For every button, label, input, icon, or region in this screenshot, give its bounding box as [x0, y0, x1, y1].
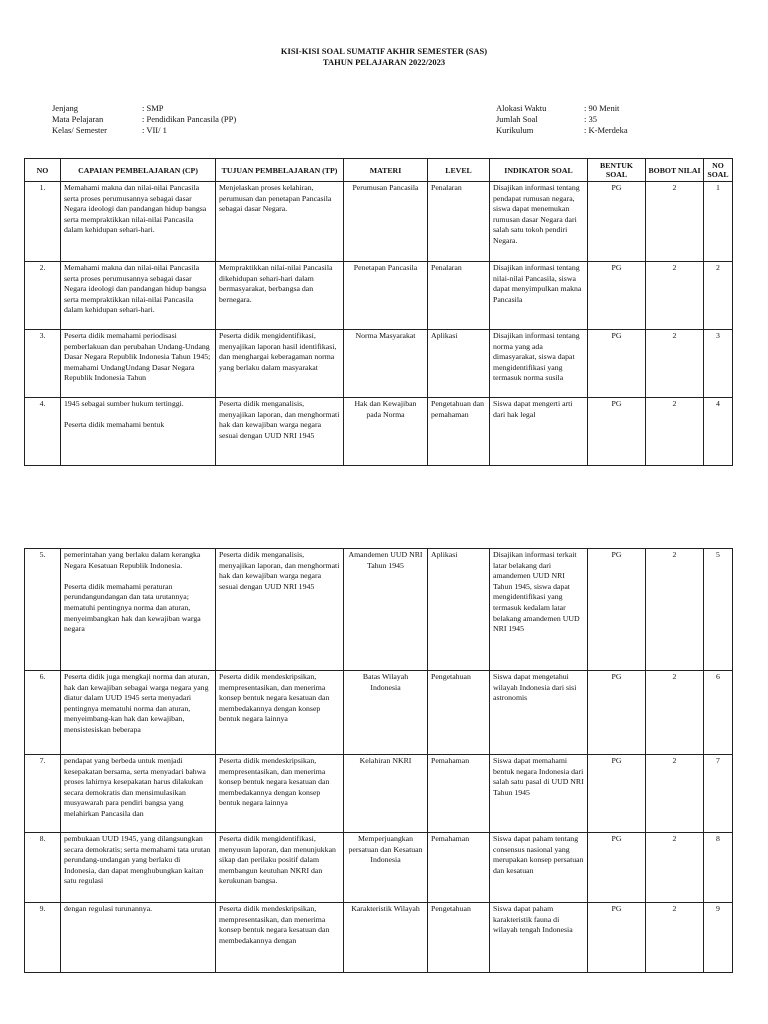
row-number-text: 4. [39, 399, 46, 408]
bobot-nilai-cell-text: 2 [672, 183, 677, 192]
row-number-text: 5. [39, 550, 46, 559]
no-soal-cell-text: 7 [716, 756, 720, 765]
bobot-nilai-cell-text: 2 [672, 672, 677, 681]
level-cell-text: Penalaran [431, 263, 462, 272]
indikator-soal-cell [490, 398, 588, 466]
capaian-pembelajaran-cell-text: pembukaan UUD 1945, yang dilangsungkan secara demokratis; serta memahami tata urutan perundang-undangan yang berlaku di Indonesia, dan dapat menghubungkan kaitan satu regulasi [64, 834, 211, 886]
header-cp: CAPAIAN PEMBELAJARAN (CP) [61, 159, 216, 182]
bobot-nilai-cell [646, 182, 704, 262]
row-number [25, 549, 61, 671]
table-row [25, 182, 733, 262]
tujuan-pembelajaran-cell-text: Menjelaskan proses kelahiran, perumusan dan penetapan Pancasila sebagai dasar Negara. [219, 183, 332, 214]
tujuan-pembelajaran-cell-text: Peserta didik mengidentifikasi, menyusun laporan, dan menunjukkan sikap dan perilaku positif dalam membangun keutuhan NKRI dan kerukunan bangsa. [219, 834, 336, 886]
indikator-soal-cell [490, 330, 588, 398]
no-soal-cell-text: 4 [716, 399, 720, 408]
capaian-pembelajaran-cell-text: pemerintahan yang berlaku dalam kerangka Negara Kesatuan Republik Indonesia. Peserta didik memahami peraturan perundangundangan dan tata urutannya; mematuhi pentingnya norma dan aturan, menyeimbangkan hak dan kewajiban warga negara [64, 550, 201, 634]
table-row [25, 398, 733, 466]
indikator-soal-cell-text: Disajikan informasi tentang norma yang ada dimasyarakat, siswa dapat mengidentifikasi yang termasuk norma susila [493, 331, 580, 383]
bobot-nilai-cell [646, 755, 704, 833]
capaian-pembelajaran-cell-text: Peserta didik memahami periodisasi pemberlakuan dan perubahan Undang-Undang Dasar Negara Republik Indonesia Tahun 1945; memahami UndangUndang Dasar Negara Republik Indonesia Tahun [64, 331, 211, 383]
header-tp: TUJUAN PEMBELAJARAN (TP) [216, 159, 344, 182]
header-bobot: BOBOT NILAI [646, 159, 704, 182]
no-soal-cell [704, 671, 733, 755]
indikator-soal-cell-text: Siswa dapat paham tentang consensus nasional yang merupakan konsep persatuan dan kesatuan [493, 834, 584, 875]
level-cell-text: Pemahaman [431, 756, 470, 765]
bobot-nilai-cell-text: 2 [672, 904, 677, 913]
bentuk-soal-cell [588, 182, 646, 262]
bobot-nilai-cell [646, 671, 704, 755]
bobot-nilai-cell [646, 833, 704, 903]
row-number-text: 6. [39, 672, 46, 681]
bentuk-soal-cell-text: PG [611, 672, 622, 681]
doc-title: KISI-KISI SOAL SUMATIF AKHIR SEMESTER (SAS) [280, 46, 488, 56]
row-number [25, 262, 61, 330]
meta-value: : VII/ 1 [142, 125, 167, 135]
row-number [25, 755, 61, 833]
tujuan-pembelajaran-cell [216, 330, 344, 398]
no-soal-cell [704, 262, 733, 330]
materi-cell-text: Norma Masyarakat [355, 331, 416, 340]
meta-value: : 90 Menit [584, 103, 620, 113]
meta-label: Mata Pelajaran [52, 114, 104, 124]
tujuan-pembelajaran-cell [216, 903, 344, 973]
materi-cell [344, 330, 428, 398]
no-soal-cell-text: 9 [716, 904, 720, 913]
materi-cell-text: Kelahiran NKRI [359, 756, 412, 765]
tujuan-pembelajaran-cell-text: Peserta didik mendeskripsikan, mempresentasikan, dan menerima konsep bentuk negara kesatuan dan membedakannya dengan konsep bentuk negara lainnya [219, 756, 330, 808]
no-soal-cell [704, 755, 733, 833]
materi-cell [344, 182, 428, 262]
no-soal-cell-text: 6 [716, 672, 720, 681]
meta-right [496, 103, 628, 136]
bentuk-soal-cell [588, 330, 646, 398]
tujuan-pembelajaran-cell-text: Peserta didik menganalisis, menyajikan laporan, dan menghormati hak dan kewajiban warga negara sesuai dengan UUD NRI 1945 [219, 550, 340, 591]
bentuk-soal-cell [588, 398, 646, 466]
indikator-soal-cell-text: Siswa dapat mengetahui wilayah Indonesia dari sisi astronomis [493, 672, 577, 703]
no-soal-cell [704, 182, 733, 262]
kisi-kisi-table-page-2 [24, 548, 733, 973]
indikator-soal-cell-text: Siswa dapat memahami bentuk negara Indonesia dari salah satu pasal di UUD NRI Tahun 1945 [493, 756, 584, 797]
indikator-soal-cell [490, 671, 588, 755]
indikator-soal-cell-text: Disajikan informasi tentang nilai-nilai Pancasila, siswa dapat menyimpulkan makna Pancasila [493, 263, 582, 304]
bentuk-soal-cell [588, 903, 646, 973]
materi-cell-text: Amandemen UUD NRI Tahun 1945 [348, 550, 423, 570]
tujuan-pembelajaran-cell [216, 671, 344, 755]
row-number-text: 7. [39, 756, 46, 765]
level-cell [428, 262, 490, 330]
row-number-text: 9. [39, 904, 46, 913]
header-indikator: INDIKATOR SOAL [490, 159, 588, 182]
level-cell [428, 549, 490, 671]
capaian-pembelajaran-cell [61, 398, 216, 466]
bentuk-soal-cell [588, 262, 646, 330]
materi-cell-text: Memperjuangkan persatuan dan Kesatuan Indonesia [348, 834, 423, 865]
table-row [25, 671, 733, 755]
level-cell [428, 330, 490, 398]
tujuan-pembelajaran-cell-text: Peserta didik mendeskripsikan, mempresentasikan, dan menerima konsep bentuk negara kesatuan dan membedakannya dengan [219, 904, 330, 945]
level-cell-text: Aplikasi [431, 550, 458, 559]
level-cell [428, 755, 490, 833]
level-cell-text: Pemahaman [431, 834, 470, 843]
indikator-soal-cell [490, 182, 588, 262]
bobot-nilai-cell [646, 398, 704, 466]
meta-value: : K-Merdeka [584, 125, 628, 135]
meta-value: : Pendidikan Pancasila (PP) [142, 114, 237, 124]
no-soal-cell-text: 8 [716, 834, 720, 843]
tujuan-pembelajaran-cell [216, 755, 344, 833]
level-cell [428, 671, 490, 755]
bobot-nilai-cell [646, 330, 704, 398]
capaian-pembelajaran-cell [61, 755, 216, 833]
bobot-nilai-cell-text: 2 [672, 550, 677, 559]
row-number-text: 2. [39, 263, 46, 272]
header-materi: MATERI [344, 159, 428, 182]
tujuan-pembelajaran-cell-text: Peserta didik mendeskripsikan, mempresentasikan, dan menerima konsep bentuk negara kesatuan dan membedakannya dengan konsep bentuk negara lainnya [219, 672, 330, 724]
materi-cell-text: Penetapan Pancasila [353, 263, 418, 272]
meta-left [52, 103, 236, 136]
bentuk-soal-cell [588, 671, 646, 755]
indikator-soal-cell-text: Disajikan informasi terkait latar belakang dari amandemen UUD NRI Tahun 1945, siswa dapat mengidentifikasi yang termasuk kedalam latar belakang amandemen UUD NRI 1945 [493, 550, 580, 634]
table-row [25, 330, 733, 398]
table-row [25, 262, 733, 330]
indikator-soal-cell [490, 755, 588, 833]
capaian-pembelajaran-cell [61, 833, 216, 903]
doc-subtitle: TAHUN PELAJARAN 2022/2023 [322, 57, 446, 67]
materi-cell-text: Karakteristik Wilayah [351, 904, 420, 913]
no-soal-cell [704, 549, 733, 671]
row-number [25, 903, 61, 973]
materi-cell [344, 833, 428, 903]
tujuan-pembelajaran-cell [216, 398, 344, 466]
no-soal-cell [704, 330, 733, 398]
bentuk-soal-cell-text: PG [611, 550, 622, 559]
bentuk-soal-cell [588, 755, 646, 833]
row-number-text: 3. [39, 331, 46, 340]
no-soal-cell [704, 903, 733, 973]
capaian-pembelajaran-cell-text: 1945 sebagai sumber hukum tertinggi. Peserta didik memahami bentuk [64, 399, 184, 430]
capaian-pembelajaran-cell [61, 330, 216, 398]
meta-label: Kelas/ Semester [52, 125, 107, 135]
capaian-pembelajaran-cell-text: Memahami makna dan nilai-nilai Pancasila serta proses perumusannya sebagai dasar Negara ideologi dan pandangan hidup bangsa serta mempraktikkan nilai-nilai Pancasila dalam kehidupan sehari-hari. [64, 263, 207, 315]
capaian-pembelajaran-cell-text: pendapat yang berbeda untuk menjadi kesepakatan bersama, serta menyadari bahwa proses lahirnya kesepakatan harus dilakukan secara demokratis dan mensimulasikan musyawarah para pendiri bangsa yang melahirkan Pancasila dan [64, 756, 206, 818]
bentuk-soal-cell [588, 833, 646, 903]
indikator-soal-cell [490, 262, 588, 330]
no-soal-cell-text: 5 [716, 550, 720, 559]
bentuk-soal-cell-text: PG [611, 263, 622, 272]
bobot-nilai-cell [646, 903, 704, 973]
level-cell-text: Penalaran [431, 183, 462, 192]
row-number [25, 833, 61, 903]
materi-cell [344, 398, 428, 466]
indikator-soal-cell [490, 549, 588, 671]
tujuan-pembelajaran-cell-text: Mempraktikkan nilai-nilai Pancasila dikehidupan sehari-hari dalam bermasyarakat, berbangsa dan bernegara. [219, 263, 333, 304]
level-cell [428, 903, 490, 973]
capaian-pembelajaran-cell [61, 262, 216, 330]
bentuk-soal-cell-text: PG [611, 904, 622, 913]
materi-cell [344, 549, 428, 671]
table-row [25, 903, 733, 973]
kisi-kisi-table-page-1 [24, 158, 733, 466]
header-bentuk: BENTUK SOAL [588, 159, 646, 182]
meta-label: Jenjang [52, 103, 78, 113]
table-row [25, 549, 733, 671]
row-number [25, 182, 61, 262]
tujuan-pembelajaran-cell-text: Peserta didik mengidentifikasi, menyajikan laporan hasil identifikasi, dan menghargai keberagaman norma yang berlaku dalam masyarakat [219, 331, 337, 372]
bentuk-soal-cell-text: PG [611, 834, 622, 843]
materi-cell [344, 903, 428, 973]
bentuk-soal-cell-text: PG [611, 756, 622, 765]
level-cell-text: Pengetahuan [431, 672, 471, 681]
capaian-pembelajaran-cell-text: Memahami makna dan nilai-nilai Pancasila serta proses perumusannya sebagai dasar Negara ideologi dan pandangan hidup bangsa serta mempraktikkan nilai-nilai Pancasila dalam kehidupan sehari-hari. [64, 183, 207, 235]
bentuk-soal-cell-text: PG [611, 183, 622, 192]
row-number-text: 1. [39, 183, 46, 192]
indikator-soal-cell-text: Siswa dapat paham karakteristik fauna di wilayah tengah Indonesia [493, 904, 573, 935]
meta-value: : 35 [584, 114, 597, 124]
meta-label: Jumlah Soal [496, 114, 538, 124]
meta-value: : SMP [142, 103, 164, 113]
bentuk-soal-cell-text: PG [611, 399, 622, 408]
header-level: LEVEL [428, 159, 490, 182]
row-number [25, 398, 61, 466]
indikator-soal-cell-text: Disajikan informasi tentang pendapat rumusan negara, siswa dapat menemukan rumusan dasar Negara dari salah satu tokoh pendiri Negara. [493, 183, 580, 245]
materi-cell-text: Hak dan Kewajiban pada Norma [354, 399, 417, 419]
tujuan-pembelajaran-cell [216, 182, 344, 262]
header-nosoal: NO SOAL [704, 159, 733, 182]
bentuk-soal-cell [588, 549, 646, 671]
header-no: NO [25, 159, 61, 182]
level-cell-text: Pengetahuan dan pemahaman [431, 399, 485, 419]
row-number-text: 8. [39, 834, 46, 843]
indikator-soal-cell-text: Siswa dapat mengerti arti dari hak legal [493, 399, 573, 419]
capaian-pembelajaran-cell [61, 671, 216, 755]
capaian-pembelajaran-cell [61, 549, 216, 671]
bobot-nilai-cell-text: 2 [672, 263, 677, 272]
level-cell-text: Pengetahuan [431, 904, 471, 913]
row-number [25, 671, 61, 755]
bobot-nilai-cell [646, 262, 704, 330]
capaian-pembelajaran-cell [61, 903, 216, 973]
table-row [25, 833, 733, 903]
materi-cell [344, 671, 428, 755]
indikator-soal-cell [490, 903, 588, 973]
materi-cell [344, 262, 428, 330]
bentuk-soal-cell-text: PG [611, 331, 622, 340]
no-soal-cell-text: 3 [716, 331, 720, 340]
no-soal-cell [704, 398, 733, 466]
no-soal-cell-text: 1 [716, 183, 720, 192]
no-soal-cell-text: 2 [716, 263, 720, 272]
meta-label: Kurikulum [496, 125, 534, 135]
materi-cell-text: Perumusan Pancasila [352, 183, 419, 192]
no-soal-cell [704, 833, 733, 903]
meta-label: Alokasi Waktu [496, 103, 547, 113]
tujuan-pembelajaran-cell [216, 833, 344, 903]
tujuan-pembelajaran-cell [216, 549, 344, 671]
tujuan-pembelajaran-cell-text: Peserta didik menganalisis, menyajikan laporan, dan menghormati hak dan kewajiban warga negara sesuai dengan UUD NRI 1945 [219, 399, 340, 440]
capaian-pembelajaran-cell [61, 182, 216, 262]
capaian-pembelajaran-cell-text: Peserta didik juga mengkaji norma dan aturan, hak dan kewajiban sebagai warga negara yang diatur dalam UUD 1945 serta menyadari pentingnya mematuhi norma dan aturan, menyeimbang-kan hak dan kewajiban, mensistesiskan beberapa [64, 672, 210, 734]
row-number [25, 330, 61, 398]
capaian-pembelajaran-cell-text: dengan regulasi turunannya. [64, 904, 153, 913]
bobot-nilai-cell [646, 549, 704, 671]
materi-cell [344, 755, 428, 833]
level-cell [428, 833, 490, 903]
bobot-nilai-cell-text: 2 [672, 331, 677, 340]
bobot-nilai-cell-text: 2 [672, 756, 677, 765]
level-cell-text: Aplikasi [431, 331, 458, 340]
tujuan-pembelajaran-cell [216, 262, 344, 330]
bobot-nilai-cell-text: 2 [672, 834, 677, 843]
level-cell [428, 182, 490, 262]
level-cell [428, 398, 490, 466]
materi-cell-text: Batas Wilayah Indonesia [362, 672, 409, 692]
table-row [25, 755, 733, 833]
indikator-soal-cell [490, 833, 588, 903]
bobot-nilai-cell-text: 2 [672, 399, 677, 408]
